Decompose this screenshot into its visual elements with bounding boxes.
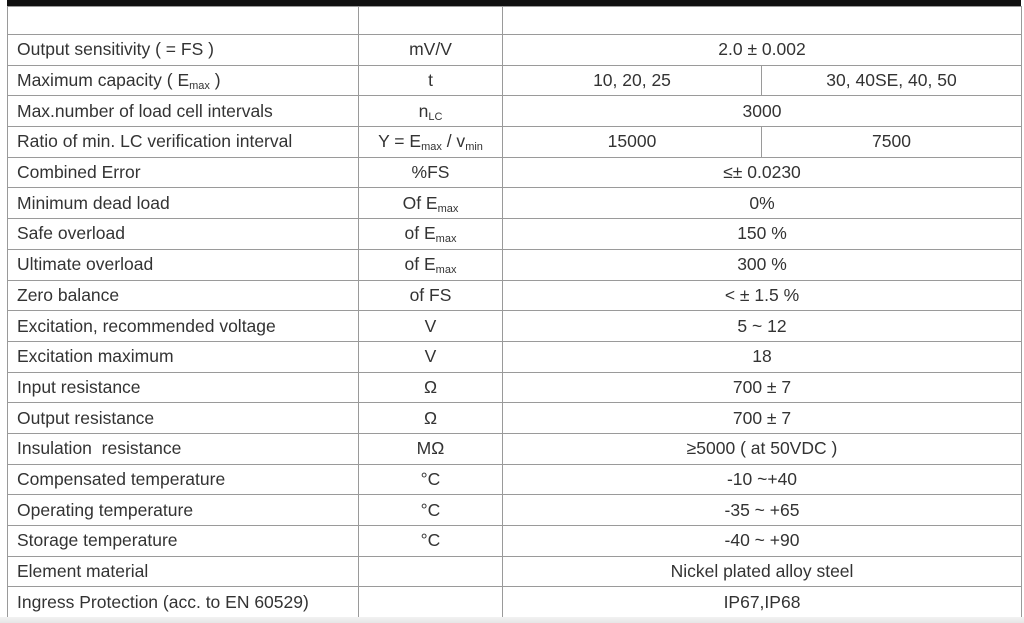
parameter-cell: Ingress Protection (acc. to EN 60529) <box>8 587 359 618</box>
parameter-cell: Minimum dead load <box>8 188 359 219</box>
table-row <box>8 495 1022 526</box>
unit-cell: Ω <box>359 372 503 403</box>
parameter-cell: Output resistance <box>8 403 359 434</box>
unit-cell: of FS <box>359 280 503 311</box>
unit-text-mid: / v <box>441 131 466 152</box>
parameter-cell: Insulation resistance <box>8 433 359 464</box>
value-cell-left: 15000 <box>503 127 762 158</box>
value-cell: -10 ~+40 <box>503 464 1022 495</box>
parameter-cell: Max.number of load cell intervals <box>8 96 359 127</box>
table-row <box>8 433 1022 464</box>
parameter-text-end: ) <box>209 70 221 91</box>
parameter-cell: Output sensitivity ( = FS ) <box>8 35 359 66</box>
unit-subscript: max <box>435 264 457 277</box>
unit-text: of E <box>404 223 436 244</box>
unit-subscript: max <box>435 233 457 246</box>
table-row <box>8 157 1022 188</box>
table-row <box>8 311 1022 342</box>
unit-text: Y = E <box>378 131 422 152</box>
unit-text: of E <box>404 254 436 275</box>
unit-cell <box>359 188 503 219</box>
table-row <box>8 188 1022 219</box>
parameter-cell: Input resistance <box>8 372 359 403</box>
unit-subscript: max <box>437 202 459 215</box>
unit-cell <box>359 96 503 127</box>
table-row <box>8 341 1022 372</box>
value-cell: 300 % <box>503 249 1022 280</box>
table-row <box>8 127 1022 158</box>
parameter-cell: Zero balance <box>8 280 359 311</box>
parameter-cell: Excitation, recommended voltage <box>8 311 359 342</box>
header-value-cell <box>503 7 1022 35</box>
unit-cell <box>359 127 503 158</box>
table-row <box>8 65 1022 96</box>
unit-text: Of E <box>402 192 438 213</box>
table-row <box>8 249 1022 280</box>
parameter-cell: Excitation maximum <box>8 341 359 372</box>
unit-cell: V <box>359 341 503 372</box>
value-cell: 150 % <box>503 219 1022 250</box>
header-unit-cell <box>359 7 503 35</box>
parameter-cell: Ultimate overload <box>8 249 359 280</box>
unit-cell <box>359 249 503 280</box>
unit-text: n <box>418 100 429 121</box>
value-cell-right: 7500 <box>762 127 1022 158</box>
unit-cell: °C <box>359 526 503 557</box>
value-cell: ≥5000 ( at 50VDC ) <box>503 433 1022 464</box>
value-cell: Nickel plated alloy steel <box>503 556 1022 587</box>
parameter-cell: Operating temperature <box>8 495 359 526</box>
table-row <box>8 372 1022 403</box>
value-cell: 5 ~ 12 <box>503 311 1022 342</box>
unit-cell: °C <box>359 464 503 495</box>
unit-cell <box>359 587 503 618</box>
value-cell: IP67,IP68 <box>503 587 1022 618</box>
unit-subscript: LC <box>428 110 443 123</box>
value-cell: 700 ± 7 <box>503 403 1022 434</box>
table-row <box>8 96 1022 127</box>
parameter-cell: Storage temperature <box>8 526 359 557</box>
parameter-cell: Combined Error <box>8 157 359 188</box>
unit-subscript: min <box>465 141 483 154</box>
value-cell: 2.0 ± 0.002 <box>503 35 1022 66</box>
parameter-text: Maximum capacity ( E <box>17 70 190 91</box>
unit-cell: %FS <box>359 157 503 188</box>
unit-subscript: max <box>421 141 442 154</box>
value-cell: ≤± 0.0230 <box>503 157 1022 188</box>
table-row <box>8 35 1022 66</box>
unit-cell: mV/V <box>359 35 503 66</box>
value-cell: 700 ± 7 <box>503 372 1022 403</box>
table-row <box>8 464 1022 495</box>
value-cell-right: 30, 40SE, 40, 50 <box>762 65 1022 96</box>
unit-cell <box>359 556 503 587</box>
bottom-edge-shadow <box>0 617 1024 623</box>
value-cell-left: 10, 20, 25 <box>503 65 762 96</box>
unit-cell: °C <box>359 495 503 526</box>
unit-cell <box>359 219 503 250</box>
value-cell: 3000 <box>503 96 1022 127</box>
parameter-cell <box>8 65 359 96</box>
value-cell: 18 <box>503 341 1022 372</box>
value-cell: < ± 1.5 % <box>503 280 1022 311</box>
table-row <box>8 403 1022 434</box>
parameter-cell: Safe overload <box>8 219 359 250</box>
table-row <box>8 219 1022 250</box>
unit-cell: MΩ <box>359 433 503 464</box>
parameter-cell: Ratio of min. LC verification interval <box>8 127 359 158</box>
unit-cell: Ω <box>359 403 503 434</box>
parameter-subscript: max <box>189 80 210 93</box>
unit-cell: V <box>359 311 503 342</box>
parameter-cell: Compensated temperature <box>8 464 359 495</box>
unit-cell: t <box>359 65 503 96</box>
value-cell: 0% <box>503 188 1022 219</box>
table-row <box>8 587 1022 618</box>
value-cell: -40 ~ +90 <box>503 526 1022 557</box>
value-cell: -35 ~ +65 <box>503 495 1022 526</box>
header-parameter-cell <box>8 7 359 35</box>
table-row <box>8 280 1022 311</box>
table-row <box>8 556 1022 587</box>
specification-table <box>7 6 1022 618</box>
table-row <box>8 526 1022 557</box>
table-header-row <box>8 7 1022 35</box>
parameter-cell: Element material <box>8 556 359 587</box>
